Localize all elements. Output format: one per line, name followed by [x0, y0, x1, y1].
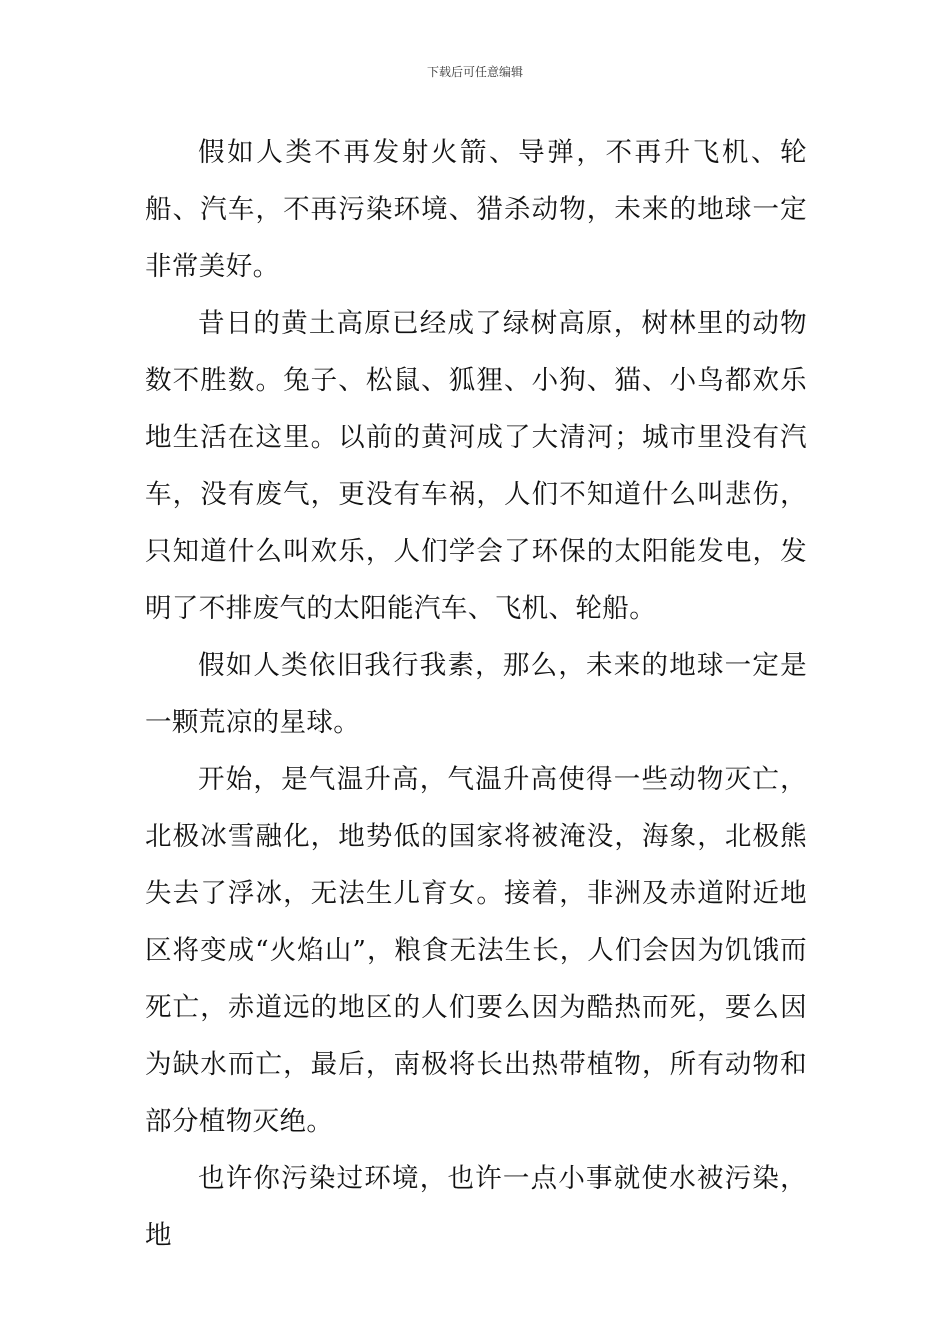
- paragraph-5: 也许你污染过环境，也许一点小事就使水被污染，地: [145, 1163, 807, 1251]
- paragraph-3: 假如人类依旧我行我素，那么，未来的地球一定是一颗荒凉的星球。: [145, 650, 807, 738]
- document-body: [145, 124, 807, 1264]
- paragraph-1: 假如人类不再发射火箭、导弹，不再升飞机、轮船、汽车，不再污染环境、猎杀动物，未来的地球一定非常美好。: [145, 137, 807, 282]
- page-header: 下载后可任意编辑: [426, 65, 523, 79]
- paragraph-2: 昔日的黄土高原已经成了绿树高原，树林里的动物数不胜数。兔子、松鼠、狐狸、小狗、猫、小鸟都欢乐地生活在这里。以前的黄河成了大清河；城市里没有汽车，没有废气，更没有车祸，人们不知道什么叫悲伤，只知道什么叫欢乐，人们学会了环保的太阳能发电，发明了不排废气的太阳能汽车、飞机、轮船。: [145, 308, 807, 624]
- paragraph-4: 开始，是气温升高，气温升高使得一些动物灭亡，北极冰雪融化，地势低的国家将被淹没，海象，北极熊失去了浮冰，无法生儿育女。接着，非洲及赤道附近地区将变成“火焰山”，粮食无法生长，人们会因为饥饿而死亡，赤道远的地区的人们要么因为酷热而死，要么因为缺水而亡，最后，南极将长出热带植物，所有动物和部分植物灭绝。: [145, 764, 807, 1137]
